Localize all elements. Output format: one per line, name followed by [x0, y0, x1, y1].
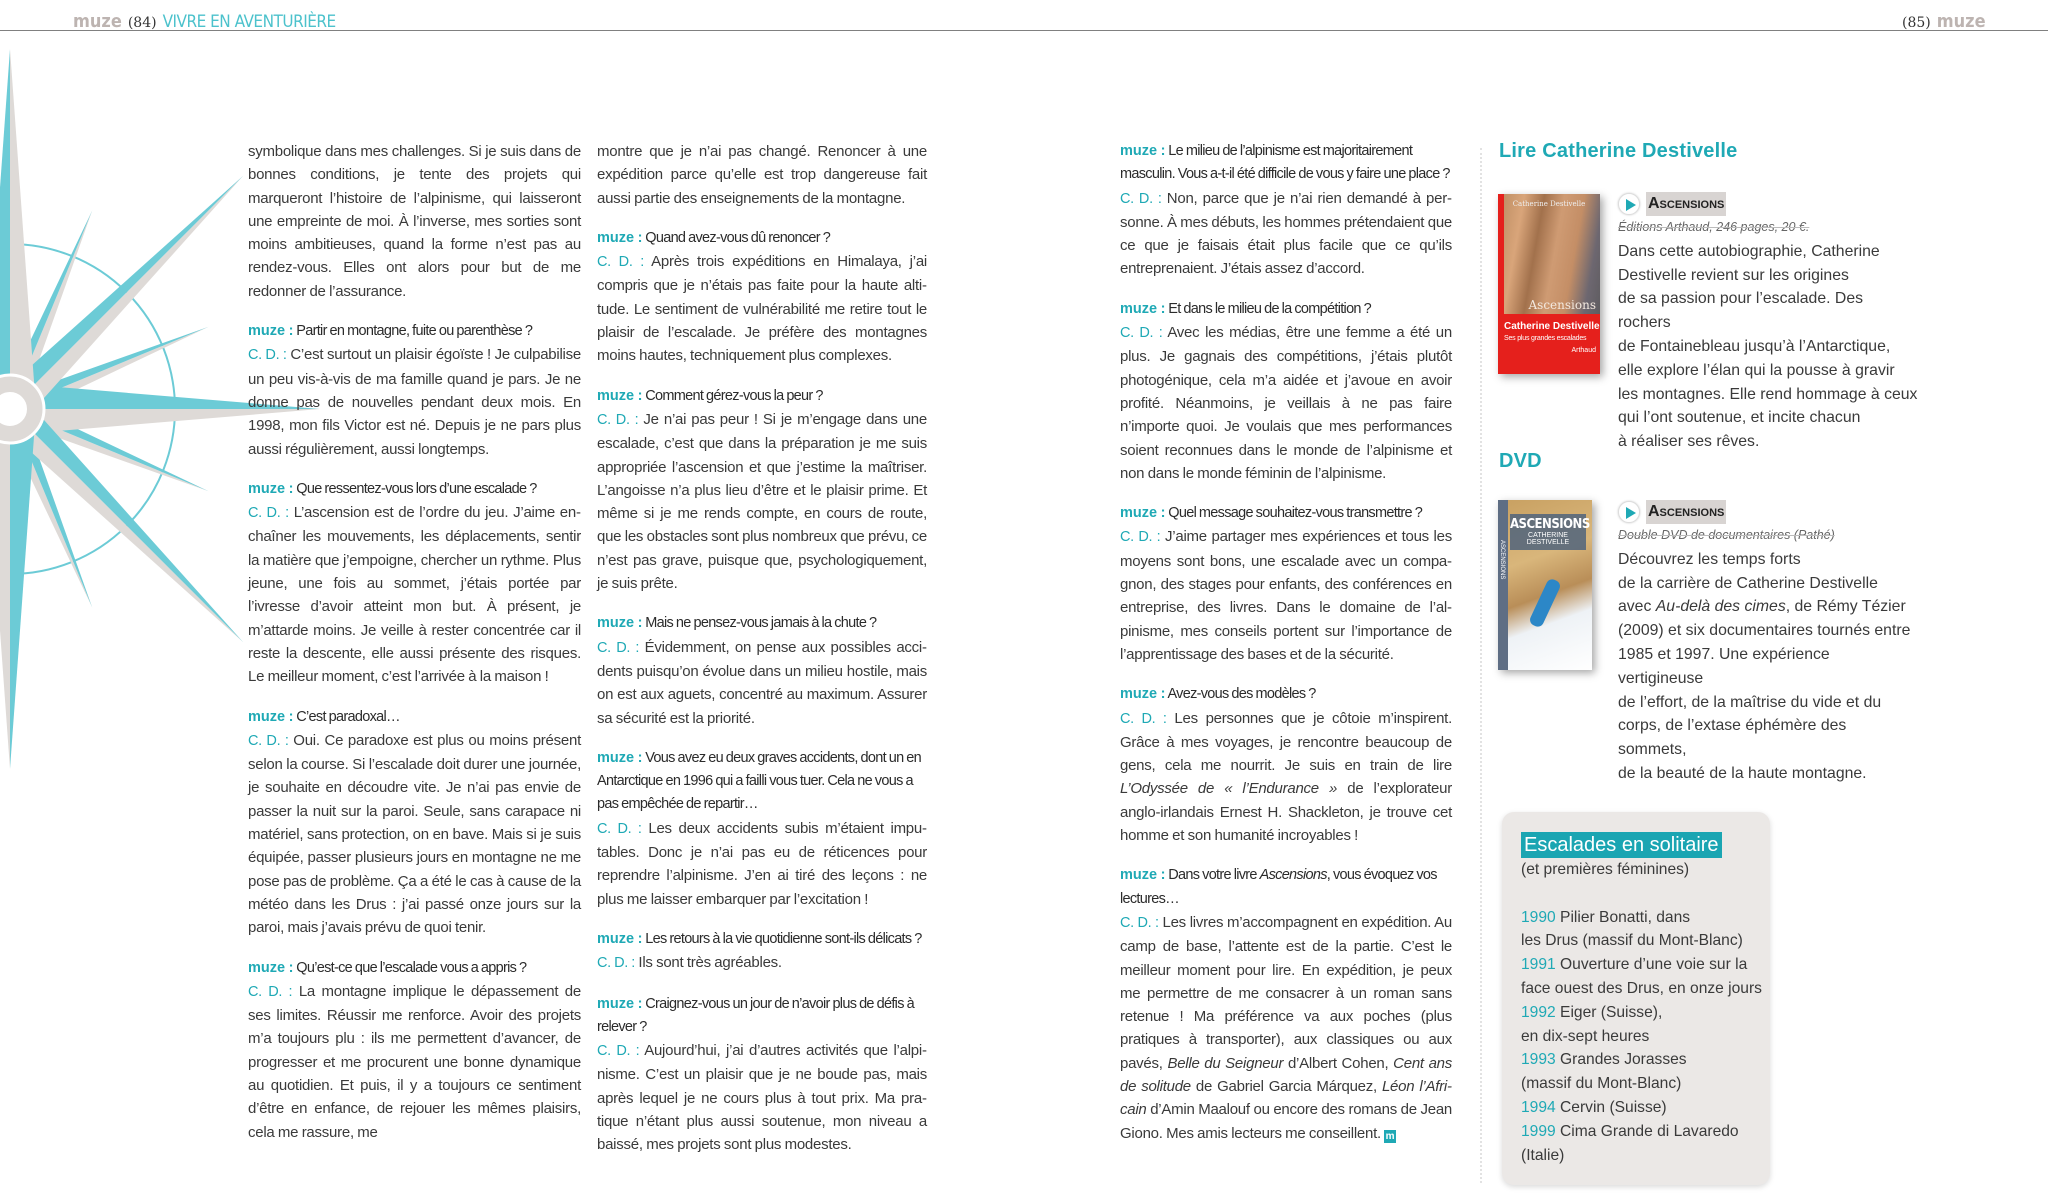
section-title: VIVRE EN AVENTURIÈRE	[162, 12, 336, 32]
text-segment: Craignez-vous un jour de n’avoir plus de défis à relever ?	[597, 995, 914, 1035]
interviewee-label: C. D. :	[1120, 710, 1167, 727]
dvd-cover-title: ASCENSIONS	[1510, 517, 1590, 532]
text-segment: d’Amin Maalouf ou encore des romans de Jean Giono. Mes amis lecteurs me conseillent.	[1120, 1101, 1452, 1142]
interviewer-label: muze :	[1120, 143, 1166, 159]
compass-point-shade	[10, 176, 243, 422]
interview-block	[597, 928, 927, 976]
interviewer-label: muze :	[248, 959, 294, 976]
book-cover-image	[1498, 194, 1600, 374]
climb-description: Ouverture d’une voie sur la	[1560, 956, 1748, 974]
text-segment: corps, de l’extase éphémère des sommets,	[1618, 717, 1847, 759]
header-right	[1902, 11, 1986, 32]
text-segment: Oui. Ce paradoxe est plus ou moins présent selon la course. Si l’escalade doit durer une journée, je souhaite en découdre vite. Je n’ai pas envie de passer la nuit sur la paroi. Seule, sans carapace ni matériel, sans protection, on en bave. Mais si je suis équipée, passer plusieurs jours en montagne ne me pose pas de problème. Ça a été le cas à cause de la météo dans les Drus : j’ai passé onze jours sur la paroi, mais j’avais prévu de quoi tenir.	[248, 731, 581, 937]
description-line: qui l’ont soutenue, et incite chacun	[1618, 409, 1861, 427]
text-segment: J’aime partager mes expériences et tous les moyens sont bons, une escalade avec un compagnon, des stages pour enfants, des conférences en entreprise, des livres. Dans le domaine de l’alpinisme, mes conseils portent sur l’importance de l’apprentissage des bases et de la sécurité.	[1120, 528, 1452, 663]
dvd-spine	[1498, 500, 1508, 670]
interview-answer	[1120, 911, 1452, 1145]
interview-question	[597, 747, 927, 817]
italic-title: L’Odyssée de « l’Endurance »	[1120, 780, 1338, 798]
play-icon[interactable]	[1618, 501, 1640, 523]
interview-answer	[597, 250, 927, 367]
dvd-title-row[interactable]	[1618, 500, 1918, 524]
interview-answer	[248, 343, 581, 460]
description-line: à réaliser ses rêves.	[1618, 433, 1760, 451]
interview-block	[597, 612, 927, 729]
interview-answer	[597, 951, 927, 975]
climb-description: Pilier Bonatti, dans	[1560, 908, 1691, 926]
interviewee-label: C. D. :	[248, 505, 289, 522]
book-title: Ascensions	[1646, 192, 1726, 216]
interview-question	[597, 993, 927, 1040]
interview-answer	[248, 729, 581, 940]
interview-question	[248, 706, 581, 729]
text-segment: de Gabriel Garcia Márquez,	[1190, 1077, 1382, 1095]
interview-block	[1120, 140, 1452, 281]
text-segment: Quand avez-vous dû renoncer ?	[645, 229, 831, 246]
text-segment: , de Rémy Tézier	[1785, 598, 1906, 616]
dvd-cover-image	[1498, 500, 1592, 670]
description-line: de sa passion pour l’escalade. Des rochers	[1618, 290, 1863, 332]
interview-question	[1120, 140, 1452, 187]
climb-description: Cima Grande di Lavaredo	[1560, 1122, 1739, 1140]
interview-block	[597, 385, 927, 596]
dvd-description	[1618, 548, 1918, 786]
interview-block	[248, 140, 581, 303]
climb-year: 1991	[1521, 956, 1556, 974]
italic-title: Au-delà des cimes	[1655, 598, 1786, 616]
interview-answer	[597, 408, 927, 595]
interview-block	[597, 140, 927, 210]
interviewee-label: C. D. :	[597, 254, 645, 271]
text-segment: Découvrez les temps forts	[1618, 550, 1801, 568]
solo-climbs-box	[1502, 812, 1770, 1185]
cover-band-subtitle: Ses plus grandes escalades	[1504, 334, 1587, 342]
page-number: (85)	[1902, 15, 1931, 31]
text-segment: Aujourd’hui, j’ai d’autres activités que l’alpinisme. C’est un plaisir que je ne boude pas, mais après lequel je ne cours plus à tout prix. Ma pratique n’étant plus aussi soutenue, mon niveau a baissé, mes projets sont plus modestes.	[597, 1042, 927, 1154]
compass-point-shade	[10, 49, 36, 409]
interview-block	[1120, 502, 1452, 666]
text-segment: C’est paradoxal…	[296, 708, 400, 725]
text-segment: Non, parce que je n’ai rien demandé à personne. À mes débuts, les hommes prétendaient que ce que je faisais était plus facile que ce qu’ils entreprenaient. J’étais assez d’accord.	[1120, 189, 1452, 278]
brand-logo: muze	[1936, 11, 1986, 32]
interview-block	[597, 227, 927, 368]
text-segment: avec	[1618, 598, 1656, 616]
text-segment: Avec les médias, être une femme a été un plus. Je gagnais des compétitions, j’étais plutôt photogénique, cela m’a aidée et j’avoue en avoir profité. Néanmoins, je veillais à ne pas faire n’importe quoi. Je voulais que mes performances soient reconnues dans le monde de l’alpinisme et non dans le monde féminin de l’alpinisme.	[1120, 324, 1452, 482]
box-entries	[1521, 906, 1770, 1168]
book-item	[1618, 192, 1918, 454]
text-segment: (2009) et six documentaires tournés entre	[1618, 622, 1911, 640]
text-segment: Partir en montagne, fuite ou parenthèse ?	[296, 323, 533, 340]
interviewee-label: C. D. :	[1120, 529, 1161, 546]
text-segment: de la beauté de la haute montagne.	[1618, 764, 1867, 782]
compass-point	[10, 409, 36, 769]
description-line: elle explore l’élan qui la pousse à gravir	[1618, 361, 1895, 379]
book-section-heading: Lire Catherine Destivelle	[1499, 140, 1738, 162]
climber-figure	[1528, 577, 1562, 628]
sidebar-divider	[1480, 148, 1482, 1183]
italic-title: Cent ans de solitude	[1120, 1054, 1453, 1095]
page-number: (84)	[127, 15, 157, 31]
cover-band	[1498, 314, 1600, 374]
text-segment: Qu’est-ce que l’escalade vous a appris ?	[296, 959, 527, 976]
description-line	[1618, 619, 1918, 643]
italic-title: Belle du Seigneur	[1167, 1054, 1284, 1072]
text-segment: La montagne implique le dépassement de ses limites. Réussir me renforce. Avoir des projets m’a toujours plu : ils me permettent d’avancer, de progresser et me procurent une bonne dynamique au quotidien. Et puis, il y a toujours ce sentiment d’être en enfance, de rejouer les mêmes plaisirs, cela me rassure, me	[248, 982, 581, 1141]
box-subtitle: (et premières féminines)	[1521, 861, 1690, 878]
cover-publisher: Arthaud	[1571, 346, 1596, 354]
text-segment: Les personnes que je côtoie m’inspirent. Grâce à mes voyages, je rencontre beaucoup de gens, cela me nourrit. Je suis en train de lire	[1120, 709, 1452, 775]
description-line: de Fontainebleau jusqu’à l’Antarctique,	[1618, 337, 1891, 355]
dvd-spine-text: ASCENSIONS	[1499, 540, 1505, 580]
climb-description: Grandes Jorasses	[1560, 1051, 1687, 1069]
climb-entry-line	[1521, 953, 1770, 977]
text-segment: Après trois expéditions en Himalaya, j’ai compris que je n’étais pas faite pour la haute altitude. Le sentiment de vulnérabilité me retire tout le plaisir de l’escalade. Je préfère des montagnes moins hautes, techniquement plus complexes.	[597, 253, 927, 365]
text-segment: Comment gérez-vous la peur ?	[645, 387, 823, 404]
text-segment: Et dans le milieu de la compétition ?	[1168, 300, 1371, 317]
climb-entry-line	[1521, 1025, 1770, 1049]
dvd-publisher: Double DVD de documentaires (Pathé)	[1618, 528, 1835, 542]
interview-question	[248, 957, 581, 980]
compass-point-shade	[0, 409, 10, 769]
interviewer-label: muze :	[1120, 505, 1166, 522]
interviewee-label: C. D. :	[248, 732, 289, 749]
interview-answer	[597, 1039, 927, 1156]
book-publisher: Éditions Arthaud, 246 pages, 20 €.	[1618, 220, 1810, 234]
interviewer-label: muze :	[597, 387, 643, 404]
climb-entry-line	[1521, 977, 1770, 1001]
interview-block	[1120, 298, 1452, 485]
interview-question	[248, 478, 581, 501]
text-segment: , vous évoquez vos lectures…	[1120, 867, 1437, 907]
climb-entry-line	[1521, 1001, 1770, 1025]
climb-description: les Drus (massif du Mont-Blanc)	[1521, 932, 1743, 950]
interviewee-label: C. D. :	[1120, 190, 1162, 207]
text-segment: de l’explorateur anglo-irlandais Ernest H. Shackleton, je trouve cet homme et son humanité incroyables !	[1120, 780, 1452, 845]
interviewee-label: C. D. :	[597, 955, 635, 972]
compass-point	[0, 49, 10, 409]
description-line: Destivelle revient sur les origines	[1618, 266, 1849, 284]
interview-question	[1120, 864, 1452, 911]
interviewer-label: muze :	[1120, 300, 1166, 317]
text-segment: de la carrière de Catherine Destivelle	[1618, 574, 1878, 592]
interviewee-label: C. D. :	[248, 983, 293, 1000]
interviewer-label: muze :	[597, 749, 643, 766]
book-title-row[interactable]	[1618, 192, 1918, 216]
text-segment: Évidemment, on pense aux possibles accidents puisqu’on évolue dans un milieu hostile, mais on est aux aguets, concentré au maximum. Assurer sa sécurité est la priorité.	[597, 638, 927, 727]
text-segment: Quel message souhaitez-vous transmettre ?	[1168, 505, 1423, 522]
interview-answer	[1120, 321, 1452, 485]
interview-question	[597, 928, 927, 951]
text-segment: Les deux accidents subis m’étaient imputables. Donc je n’ai pas eu de réticences pour reprendre l’alpinisme. J’en ai tiré des leçons : ne plus me laisser embarquer par l’excitation !	[597, 819, 927, 908]
text-segment: C’est surtout un plaisir égoïste ! Je culpabilise un peu vis-à-vis de ma famille quand je pars. Je ne donne pas de nouvelles pendant deux mois. En 1998, mon fils Victor est né. Depuis je ne pars plus aussi régulièrement, aussi longtemps.	[248, 346, 581, 458]
climb-year: 1992	[1521, 1003, 1556, 1021]
text-segment: Le milieu de l’alpinisme est majoritairement masculin. Vous a-t-il été difficile de vous y faire une place ?	[1120, 143, 1450, 183]
box-title: Escalades en solitaire	[1521, 832, 1722, 858]
interview-block	[248, 478, 581, 689]
interviewer-label: muze :	[1120, 686, 1166, 703]
interviewer-label: muze :	[597, 615, 643, 632]
book-description	[1618, 240, 1918, 454]
cover-title: Ascensions	[1528, 298, 1596, 312]
description-line: Dans cette autobiographie, Catherine	[1618, 242, 1880, 260]
interview-block	[248, 957, 581, 1144]
interview-answer	[248, 980, 581, 1144]
interview-question	[248, 320, 581, 343]
text-segment: Avez-vous des modèles ?	[1167, 686, 1316, 703]
interviewer-label: muze :	[597, 930, 643, 947]
interviewee-label: C. D. :	[597, 820, 642, 837]
brand-logo: muze	[73, 11, 122, 32]
description-line	[1618, 714, 1918, 762]
interviewee-label: C. D. :	[1120, 325, 1163, 342]
climb-description: (Italie)	[1521, 1146, 1565, 1164]
text-segment: Que ressentez-vous lors d’une escalade ?	[296, 480, 537, 497]
dvd-cover-subtitle: CATHERINE DESTIVELLE	[1526, 532, 1570, 546]
text-segment: Les retours à la vie quotidienne sont-ils délicats ?	[645, 930, 922, 947]
play-icon[interactable]	[1618, 193, 1640, 215]
text-segment: Vous avez eu deux graves accidents, dont un en Antarctique en 1996 qui a failli vous tuer. Cela ne vous a pas empêchée de repartir…	[597, 749, 922, 813]
interview-block	[248, 706, 581, 940]
interviewer-label: muze :	[248, 323, 294, 340]
climb-description: Cervin (Suisse)	[1560, 1098, 1667, 1116]
interview-answer	[597, 817, 927, 911]
climb-entry-line	[1521, 1072, 1770, 1096]
climb-description: Eiger (Suisse),	[1560, 1003, 1663, 1021]
description-line	[1618, 762, 1918, 786]
interview-question	[597, 227, 927, 250]
cover-author: Catherine Destivelle	[1512, 200, 1586, 208]
climb-entry-line	[1521, 906, 1770, 930]
interview-question	[1120, 298, 1452, 321]
interviewer-label: muze :	[597, 229, 643, 246]
interviewer-label: muze :	[1120, 867, 1166, 884]
dvd-section-heading: DVD	[1499, 450, 1542, 472]
text-segment: d’Albert Cohen,	[1283, 1054, 1394, 1072]
article-column-3	[1120, 140, 1452, 1162]
compass-hub-center	[0, 389, 30, 429]
article-column-1	[248, 140, 581, 1161]
interview-answer	[597, 636, 927, 730]
text-segment: Les livres m’accompagnent en expédition. Au camp de base, l’attente est de la partie. C’est le meilleur moment pour lire. En expédition, je peux me permettre de me consacrer à un roman sans retenue ! Ma préférence va aux poches (plus pratiques à transporter), aux classiques ou aux pavés,	[1120, 913, 1453, 1072]
interviewer-label: muze :	[597, 995, 643, 1012]
climb-entry-line	[1521, 1120, 1770, 1144]
description-line: les montagnes. Elle rend hommage à ceux	[1618, 385, 1918, 403]
description-line	[1618, 643, 1918, 691]
continued-text: montre que je n’ai pas changé. Renoncer à une expédition parce qu’elle est trop dangereuse fait aussi partie des enseignements de la montagne.	[597, 143, 927, 207]
interviewer-label: muze :	[248, 480, 294, 497]
interviewer-label: muze :	[248, 708, 294, 725]
italic-title: Ascensions	[1259, 867, 1327, 884]
climb-entry-line	[1521, 1096, 1770, 1120]
climb-description: en dix-sept heures	[1521, 1027, 1650, 1045]
interview-question	[1120, 502, 1452, 525]
climb-year: 1993	[1521, 1051, 1556, 1069]
dvd-title: Ascensions	[1646, 500, 1726, 524]
interviewee-label: C. D. :	[248, 347, 287, 364]
interview-block	[597, 747, 927, 911]
interviewee-label: C. D. :	[597, 639, 640, 656]
climb-description: face ouest des Drus, en onze jours	[1521, 979, 1762, 997]
compass-point	[10, 396, 243, 642]
text-segment: Je n’ai pas peur ! Si je m’engage dans une escalade, c’est que dans la préparation je me suis appropriée l’ascension et que j’estime la maîtriser. L’angoisse n’a plus lieu d’être et le plaisir prime. Et même si je me rends compte, en cours de route, que les obstacles sont plus nombreux que prévu, ce n’est pas grave, puisque que, psychologiquement, je suis prête.	[597, 410, 927, 593]
interviewee-label: C. D. :	[1120, 914, 1159, 931]
climb-entry-line	[1521, 1144, 1770, 1168]
interview-block	[597, 993, 927, 1157]
description-line	[1618, 548, 1918, 572]
interview-block	[1120, 864, 1452, 1145]
compass-point	[0, 176, 243, 409]
climb-entry-line	[1521, 1048, 1770, 1072]
interviewee-label: C. D. :	[597, 411, 639, 428]
text-segment: Mais ne pensez-vous jamais à la chute ?	[645, 615, 877, 632]
interview-answer	[248, 501, 581, 688]
interview-question	[597, 385, 927, 408]
climb-entry-line	[1521, 929, 1770, 953]
interview-answer	[1120, 525, 1452, 666]
article-column-2	[597, 140, 927, 1174]
interview-question	[1120, 683, 1452, 706]
climb-year: 1990	[1521, 908, 1556, 926]
climb-year: 1999	[1521, 1122, 1556, 1140]
dvd-cover-band	[1510, 514, 1590, 550]
description-line	[1618, 572, 1918, 596]
climb-description: (massif du Mont-Blanc)	[1521, 1075, 1682, 1093]
text-segment: L’ascension est de l’ordre du jeu. J’aime enchaîner les mouvements, les déplacements, sentir la matière que j’empoigne, chercher un rythme. Plus jeune, une fois au sommet, j’étais portée par l’ivresse d’avoir atteint mon but. À présent, je m’attarde moins. Je veille à rester concentrée car il reste la descente, elle aussi présente des risques. Le meilleur moment, c’est l’arrivée à la maison !	[248, 504, 581, 686]
compass-point-shade	[0, 409, 243, 642]
climb-year: 1994	[1521, 1098, 1556, 1116]
text-segment: de l’effort, de la maîtrise du vide et du	[1618, 693, 1882, 711]
italic-title: Léon l’Africain	[1120, 1077, 1452, 1119]
interview-question	[597, 612, 927, 635]
continued-text: symbolique dans mes challenges. Si je suis dans de bonnes conditions, je tente des projets qui marqueront l’histoire de l’alpinisme, qui laisseront une empreinte de moi. À l’inverse, mes sorties sont moins ambitieuses, quand la forme n’est pas au rendez-vous. Elles ont alors pour but de me redonner de l’assurance.	[248, 143, 581, 300]
end-mark-icon: m	[1385, 1130, 1395, 1142]
text-segment: Dans votre livre	[1168, 867, 1260, 884]
dvd-item	[1618, 500, 1918, 786]
cover-band-title: Catherine Destivelle	[1504, 321, 1600, 332]
text-segment: 1985 et 1997. Une expérience vertigineuse	[1618, 645, 1830, 687]
interview-answer	[1120, 187, 1452, 281]
interview-block	[1120, 683, 1452, 847]
header-left	[73, 11, 336, 32]
description-line	[1618, 595, 1918, 619]
interview-block	[248, 320, 581, 461]
description-line	[1618, 691, 1918, 715]
text-segment: Ils sont très agréables.	[638, 954, 782, 972]
interviewee-label: C. D. :	[597, 1043, 640, 1060]
interview-answer	[1120, 707, 1452, 848]
